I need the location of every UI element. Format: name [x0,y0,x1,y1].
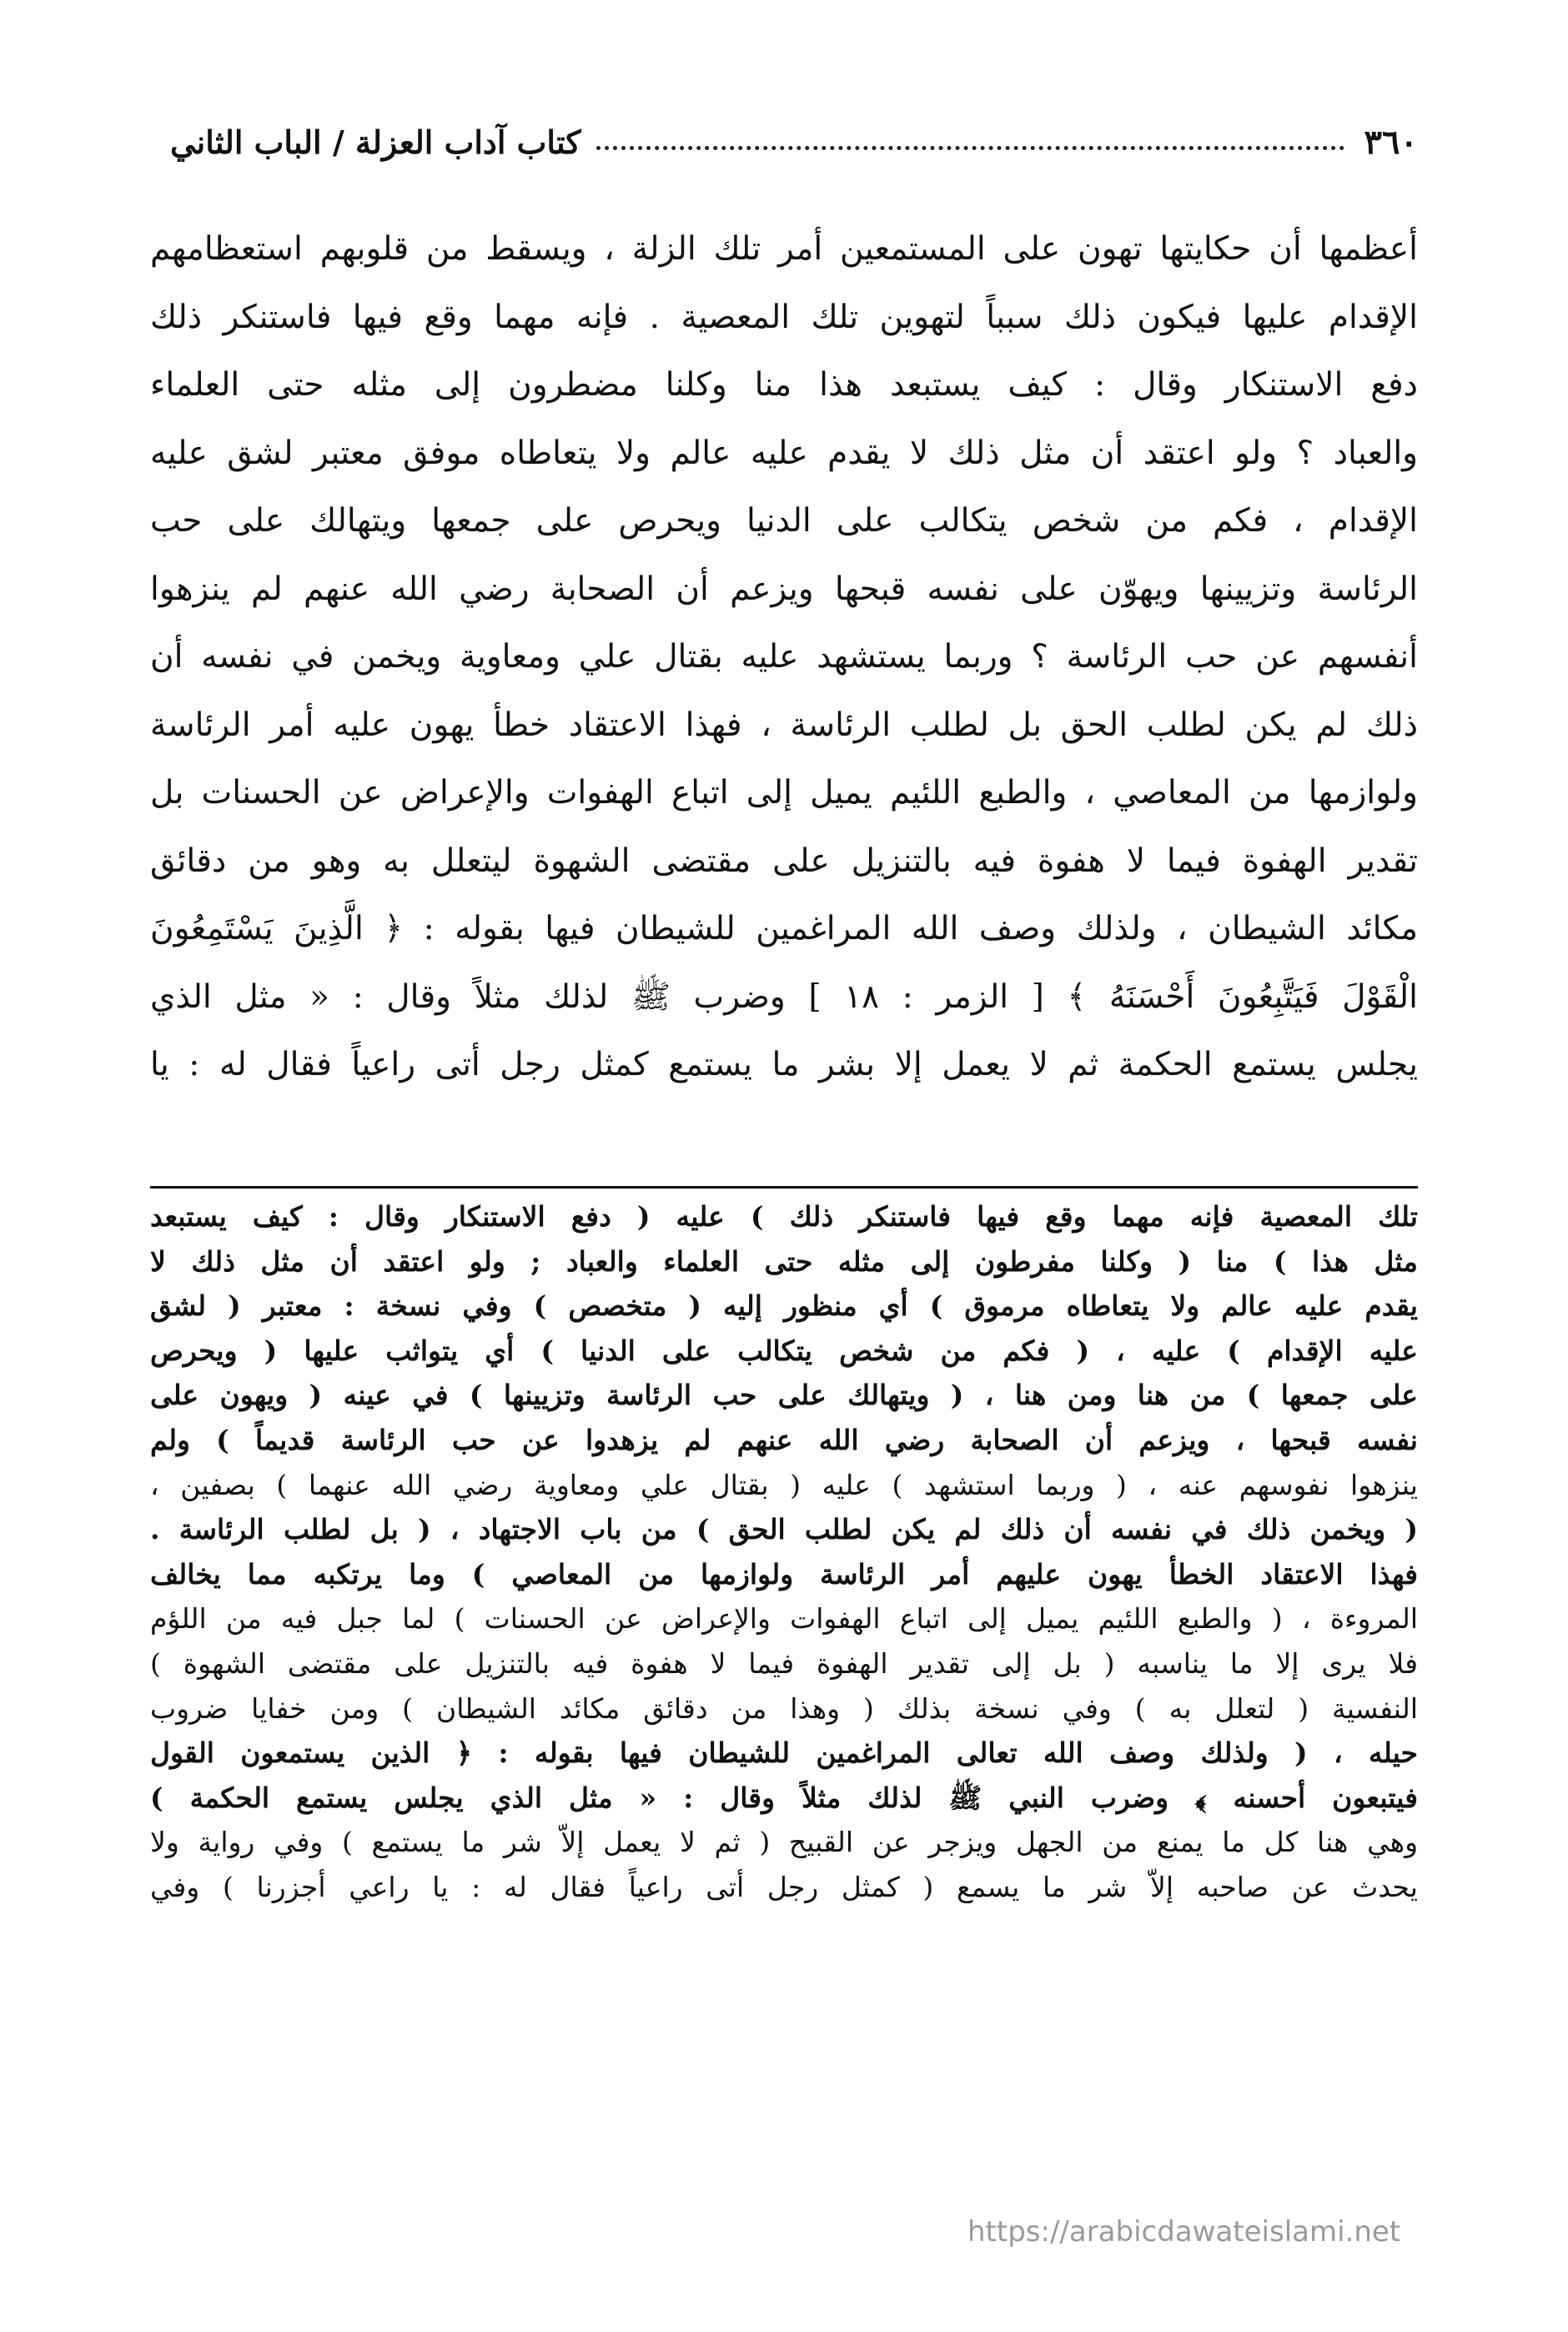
commentary-line: ينزهوا نفوسهم عنه ، ( وربما استشهد ) عليه ( بقتال علي ومعاوية رضي الله عنهما ) بصفين ، [150,1468,1418,1501]
commentary-line: عليه الإقدام ) عليه ، ( فكم من شخص يتكالب على الدنيا ) أي يتواثب عليها ( ويحرص [150,1334,1418,1367]
commentary-line: النفسية ( لتعلل به ) وفي نسخة بذلك ( وهذا من دقائق مكائد الشيطان ) ومن خفايا ضروب [150,1691,1418,1725]
commentary-line: فلا يرى إلا ما يناسبه ( بل إلى تقدير الهفوة فيما لا هفوة فيه بالتنزيل على مقتضى الشهوة ) [150,1646,1418,1680]
commentary-line: يقدم عليه عالم ولا يتعاطاه مرموق ) أي منظور إليه ( متخصص ) وفي نسخة : معتبر ( لشق [150,1289,1418,1323]
book-title: كتاب آداب العزلة / الباب الثاني [170,123,581,161]
main-text-line: ذلك لم يكن لطلب الحق بل لطلب الرئاسة ، فهذا الاعتقاد خطأ يهون عليه أمر الرئاسة [150,706,1418,744]
dotted-leader [596,146,1344,150]
main-text-line: الإقدام عليها فيكون ذلك سبباً لتهوين تلك المعصية . فإنه مهما وقع فيها فاستنكر ذلك [150,298,1418,336]
watermark-url: https://arabicdawateislami.net [967,2215,1401,2249]
commentary-block [150,1194,1418,1910]
commentary-line: فيتبعون أحسنه ﴾ وضرب النبي ﷺ لذلك مثلاً وقال : « مثل الذي يجلس يستمع الحكمة ) [150,1781,1418,1814]
main-text-line: أعظمها أن حكايتها تهون على المستمعين أمر تلك الزلة ، ويسقط من قلوبهم استعظامهم [150,230,1418,268]
main-text-line: ولوازمها من المعاصي ، والطبع اللئيم يميل إلى اتباع الهفوات والإعراض عن الحسنات بل [150,774,1418,812]
commentary-line: مثل هذا ) منا ( وكلنا مفرطون إلى مثله حتى العلماء والعباد ; ولو اعتقد أن مثل ذلك لا [150,1244,1418,1278]
main-text-line: مكائد الشيطان ، ولذلك وصف الله المراغمين للشيطان فيها بقوله : ﴿ الَّذِينَ يَسْتَمِعُونَ [150,910,1418,947]
main-text-line: الْقَوْلَ فَيَتَّبِعُونَ أَحْسَنَهُ ﴾ [ الزمر : ١٨ ] وضرب ﷺ لذلك مثلاً وقال : « مثل الذي [150,978,1418,1016]
commentary-line: المروءة ، ( والطبع اللئيم يميل إلى اتباع الهفوات والإعراض عن الحسنات ) لما جبل فيه من اللؤم [150,1602,1418,1636]
main-text-line: تقدير الهفوة فيما لا هفوة فيه بالتنزيل على مقتضى الشهوة ليتعلل به وهو من دقائق [150,842,1418,880]
commentary-line: يحدث عن صاحبه إلاّ شر ما يسمع ( كمثل رجل أتى راعياً فقال له : يا راعي أجزرنا ) وفي [150,1870,1418,1903]
commentary-line: نفسه قبحها ، ويزعم أن الصحابة رضي الله عنهم لم يزهدوا عن حب الرئاسة قديماً ) ولم [150,1423,1418,1456]
running-head [150,115,1418,168]
main-text-line: والعباد ؟ ولو اعتقد أن مثل ذلك لا يقدم عليه عالم ولا يتعاطاه موفق معتبر لشق عليه [150,434,1418,472]
commentary-divider [150,1186,1418,1189]
main-text-line: أنفسهم عن حب الرئاسة ؟ وربما يستشهد عليه بقتال علي ومعاوية ويخمن في نفسه أن [150,638,1418,676]
commentary-line: تلك المعصية فإنه مهما وقع فيها فاستنكر ذلك ) عليه ( دفع الاستنكار وقال : كيف يستبعد [150,1200,1418,1233]
commentary-line: حيله ، ( ولذلك وصف الله تعالى المراغمين للشيطان فيها بقوله : ﴿ الذين يستمعون القول [150,1736,1418,1770]
main-text-line: الإقدام ، فكم من شخص يتكالب على الدنيا ويحرص على جمعها ويتهالك على حب [150,502,1418,540]
running-head-title-group [170,123,1344,161]
commentary-line: ( ويخمن ذلك في نفسه أن ذلك لم يكن لطلب الحق ) من باب الاجتهاد ، ( بل لطلب الرئاسة . [150,1513,1418,1546]
commentary-line: فهذا الاعتقاد الخطأ يهون عليهم أمر الرئاسة ولوازمها من المعاصي ) وما يرتكبه مما يخالف [150,1557,1418,1591]
main-text-line: دفع الاستنكار وقال : كيف يستبعد هذا منا وكلنا مضطرون إلى مثله حتى العلماء [150,366,1418,404]
main-text-block [150,215,1418,1099]
main-text-line: الرئاسة وتزيينها ويهوّن على نفسه قبحها ويزعم أن الصحابة رضي الله عنهم لم ينزهوا [150,570,1418,608]
commentary-line: وهي هنا كل ما يمنع من الجهل ويزجر عن القبيح ( ثم لا يعمل إلاّ شر ما يستمع ) وفي رواية ولا [150,1826,1418,1859]
main-text-line: يجلس يستمع الحكمة ثم لا يعمل إلا بشر ما يستمع كمثل رجل أتى راعياً فقال له : يا [150,1046,1418,1083]
page-number: ٣٦٠ [1364,122,1418,162]
commentary-line: على جمعها ) من هنا ومن هنا ، ( ويتهالك على حب الرئاسة وتزيينها ) في عينه ( ويهون على [150,1379,1418,1412]
